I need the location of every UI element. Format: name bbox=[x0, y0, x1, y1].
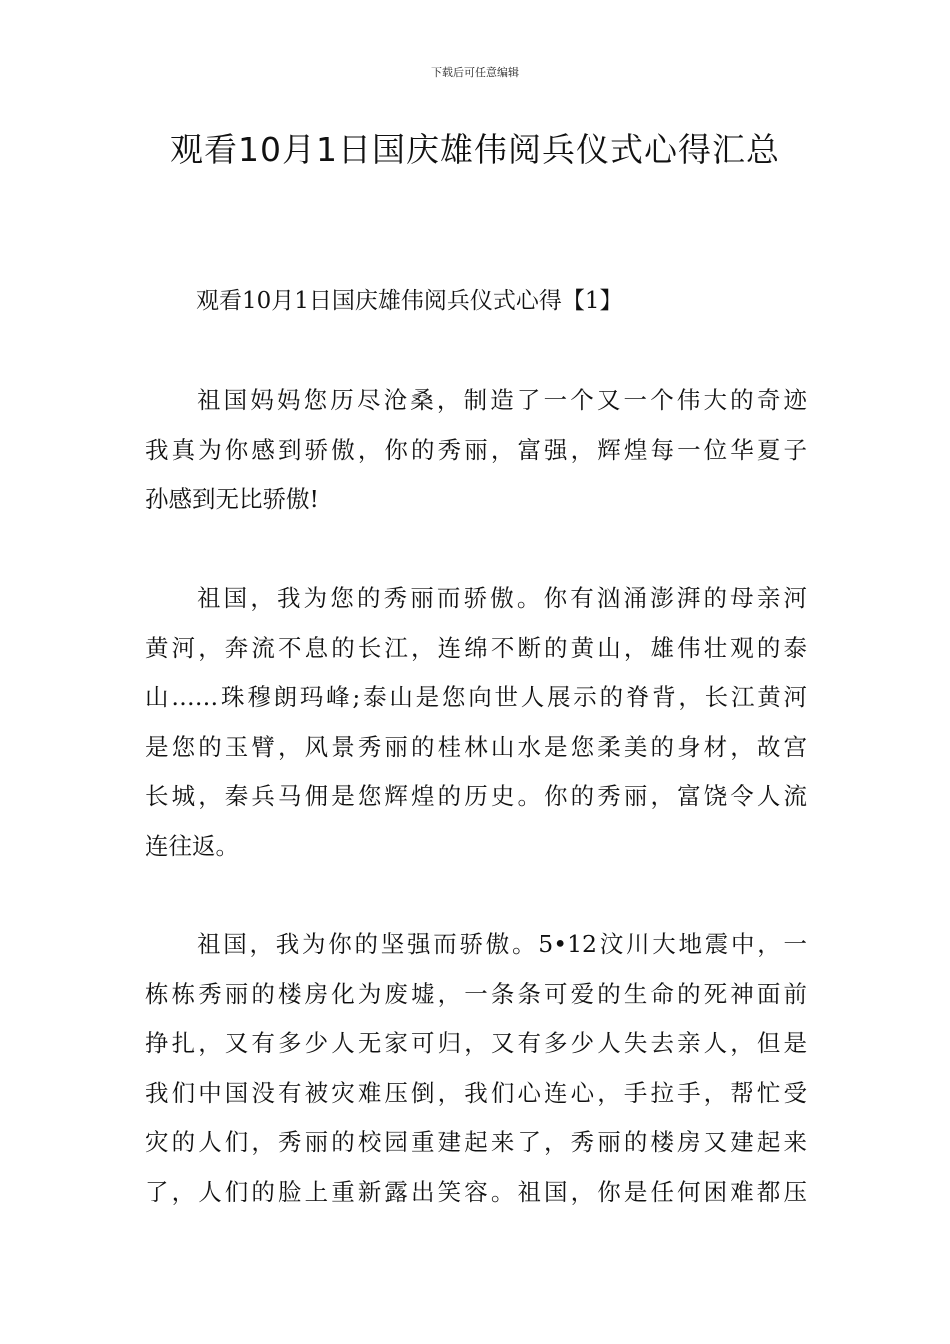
paragraph-line: 长城，秦兵马佣是您辉煌的历史。你的秀丽，富饶令人流 bbox=[145, 782, 807, 810]
paragraph-2 bbox=[145, 574, 807, 871]
paragraph-line: 黄河，奔流不息的长江，连绵不断的黄山，雄伟壮观的泰 bbox=[145, 633, 807, 662]
paragraph-line: 灾的人们，秀丽的校园重建起来了，秀丽的楼房又建起来 bbox=[145, 1128, 807, 1156]
paragraph-3 bbox=[145, 920, 807, 1217]
document-title: 观看10月1日国庆雄伟阅兵仪式心得汇总 bbox=[170, 130, 780, 169]
paragraph-line: 孙感到无比骄傲! bbox=[145, 485, 319, 513]
section-subtitle: 观看10月1日国庆雄伟阅兵仪式心得【1】 bbox=[196, 288, 623, 314]
paragraph-line: 是您的玉臂，风景秀丽的桂林山水是您柔美的身材，故宫 bbox=[145, 732, 807, 761]
paragraph-line: 我真为你感到骄傲，你的秀丽，富强，辉煌每一位华夏子 bbox=[145, 435, 807, 464]
paragraph-line: 祖国妈妈您历尽沧桑，制造了一个又一个伟大的奇迹 bbox=[197, 386, 807, 414]
header-note: 下载后可任意编辑 bbox=[431, 66, 519, 79]
paragraph-line: 我们中国没有被灾难压倒，我们心连心，手拉手，帮忙受 bbox=[145, 1078, 807, 1107]
paragraph-line: 祖国，我为您的秀丽而骄傲。你有汹涌澎湃的母亲河 bbox=[197, 584, 807, 612]
paragraph-line: 连往返。 bbox=[145, 831, 239, 860]
paragraph-line: 了，人们的脸上重新露出笑容。祖国，你是任何困难都压 bbox=[145, 1177, 807, 1206]
paragraph-line: 山……珠穆朗玛峰;泰山是您向世人展示的脊背，长江黄河 bbox=[145, 683, 807, 711]
paragraph-line: 挣扎，又有多少人无家可归，又有多少人失去亲人，但是 bbox=[145, 1029, 807, 1057]
paragraph-1 bbox=[145, 376, 807, 525]
paragraph-line: 祖国，我为你的坚强而骄傲。5•12汶川大地震中，一 bbox=[197, 930, 807, 958]
paragraph-line: 栋栋秀丽的楼房化为废墟，一条条可爱的生命的死神面前 bbox=[145, 979, 807, 1008]
